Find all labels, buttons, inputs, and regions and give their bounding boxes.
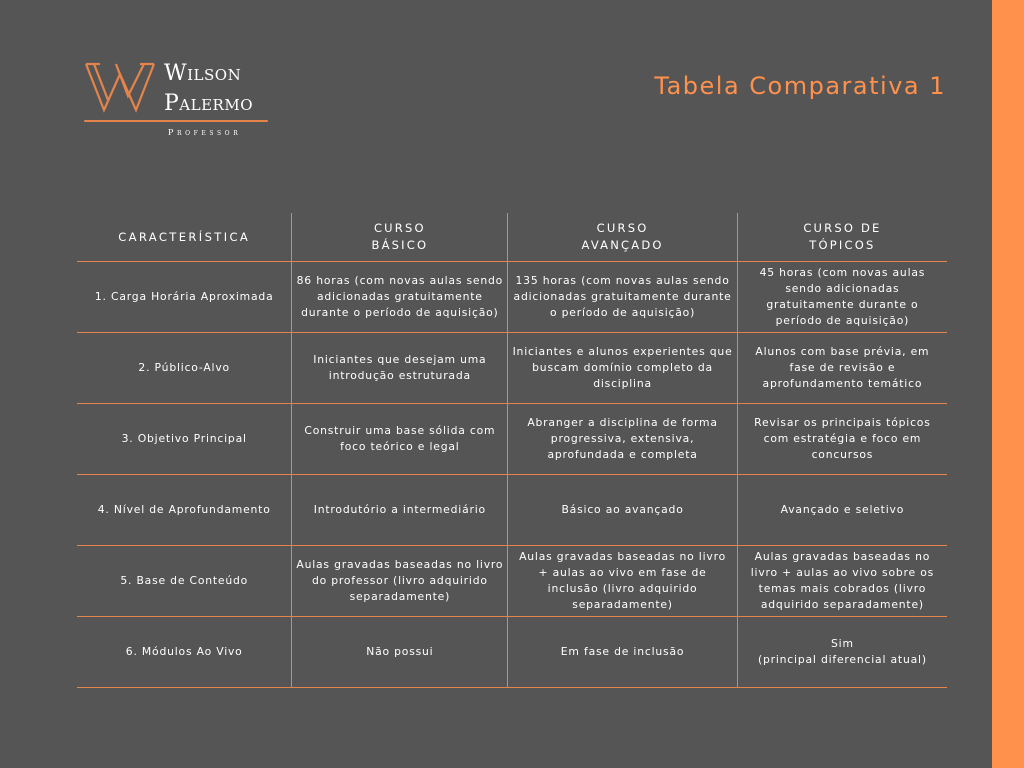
cell-topics: Revisar os principais tópicos com estratégia e foco em concursos [737,404,947,475]
cell-topics: 45 horas (com novas aulas sendo adicionadas gratuitamente durante o período de aquisição) [737,262,947,333]
cell-basic: Introdutório a intermediário [292,475,508,546]
w-monogram-icon [84,60,156,116]
cell-topics: Sim (principal diferencial atual) [737,617,947,688]
table-row [77,546,947,617]
row-label: 6. Módulos Ao Vivo [77,617,292,688]
row-label: 5. Base de Conteúdo [77,546,292,617]
logo-underline [84,120,268,122]
cell-advanced: Aulas gravadas baseadas no livro + aulas ao vivo em fase de inclusão (livro adquirido separadamente) [508,546,737,617]
cell-advanced: Abranger a disciplina de forma progressiva, extensiva, aprofundada e completa [508,404,737,475]
cell-basic: Iniciantes que desejam uma introdução estruturada [292,333,508,404]
row-label: 1. Carga Horária Aproximada [77,262,292,333]
page-title: Tabela Comparativa 1 [654,72,946,100]
logo [84,60,274,144]
cell-basic: Construir uma base sólida com foco teórico e legal [292,404,508,475]
cell-advanced: Em fase de inclusão [508,617,737,688]
logo-first-name: Wilson [164,61,242,86]
row-label: 3. Objetivo Principal [77,404,292,475]
cell-advanced: Básico ao avançado [508,475,737,546]
header-basic-course: CURSO BÁSICO [292,213,508,262]
table-row [77,404,947,475]
cell-topics: Avançado e seletivo [737,475,947,546]
cell-topics: Aulas gravadas baseadas no livro + aulas ao vivo sobre os temas mais cobrados (livro adquirido separadamente) [737,546,947,617]
table-row [77,617,947,688]
header-advanced-course: CURSO AVANÇADO [508,213,737,262]
header-topics-course: CURSO DE TÓPICOS [737,213,947,262]
table-header-row [77,213,947,262]
table-row [77,262,947,333]
logo-name-line1 [164,60,241,88]
row-label: 4. Nível de Aprofundamento [77,475,292,546]
table-row [77,333,947,404]
cell-basic: 86 horas (com novas aulas sendo adicionadas gratuitamente durante o período de aquisição) [292,262,508,333]
logo-subtitle: Professor [168,128,242,137]
cell-advanced: Iniciantes e alunos experientes que buscam domínio completo da disciplina [508,333,737,404]
cell-topics: Alunos com base prévia, em fase de revisão e aprofundamento temático [737,333,947,404]
table-row [77,475,947,546]
orange-side-strip [992,0,1024,768]
logo-last-name: Palermo [164,91,253,116]
cell-advanced: 135 horas (com novas aulas sendo adicionadas gratuitamente durante o período de aquisição) [508,262,737,333]
cell-basic: Aulas gravadas baseadas no livro do professor (livro adquirido separadamente) [292,546,508,617]
cell-basic: Não possui [292,617,508,688]
header-feature: CARACTERÍSTICA [77,213,292,262]
logo-name-line2 [164,90,253,118]
comparison-table [77,213,947,688]
row-label: 2. Público-Alvo [77,333,292,404]
